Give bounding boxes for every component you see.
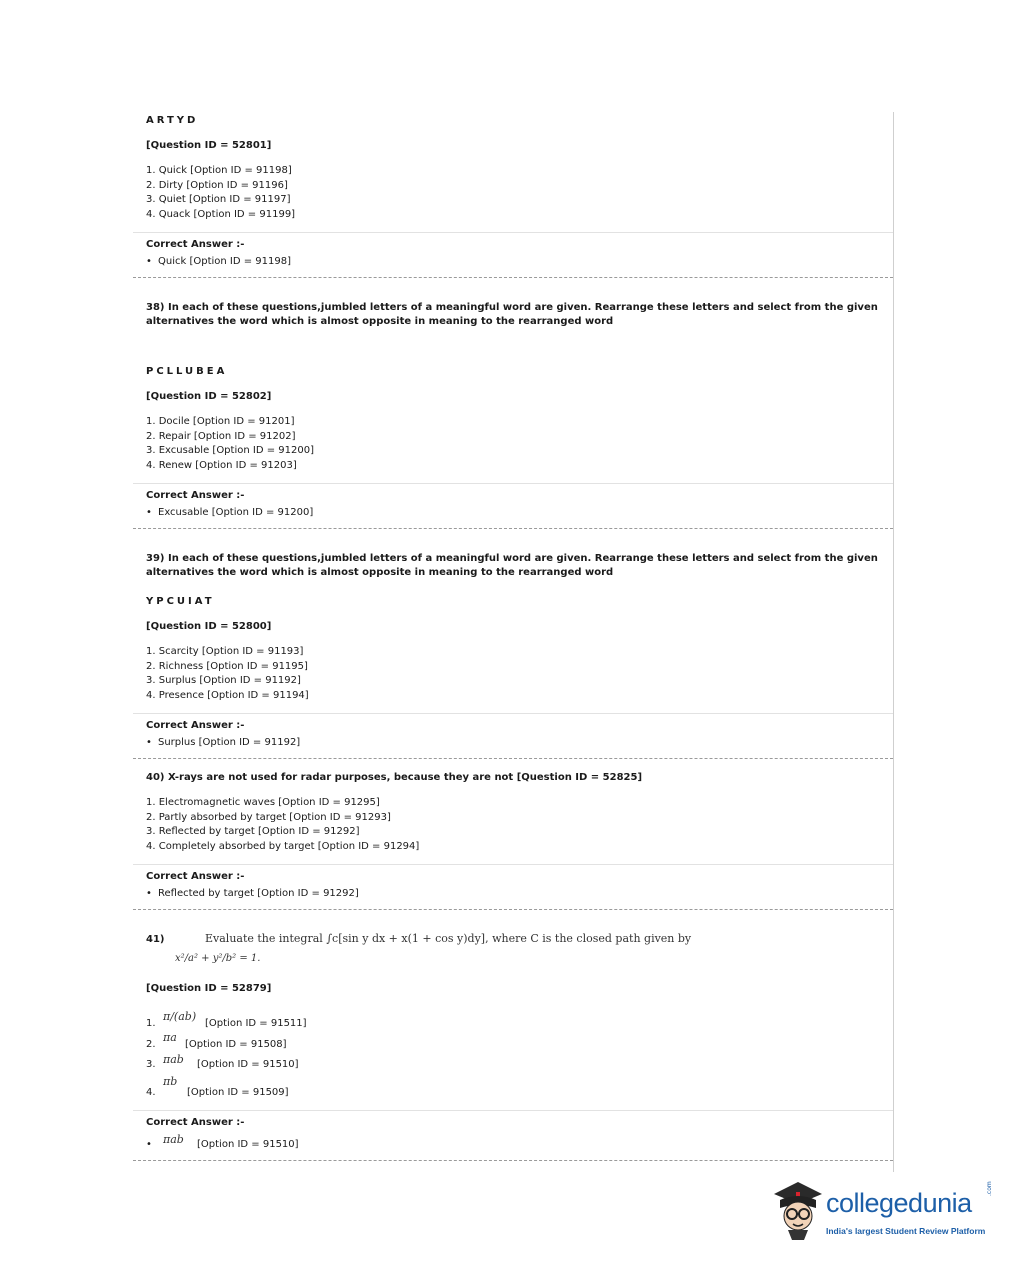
option: 4. Completely absorbed by target [Option ID = 91294] (146, 841, 420, 852)
question-stem: alternatives the word which is almost opposite in meaning to the rearranged word (146, 316, 614, 327)
logo-wordmark: collegedunia (826, 1188, 972, 1218)
option: 4. Renew [Option ID = 91203] (146, 460, 297, 471)
mascot-icon (768, 1178, 828, 1248)
option-text: [Option ID = 91508] (185, 1039, 287, 1050)
option: 1. Quick [Option ID = 91198] (146, 165, 292, 176)
option-text: [Option ID = 91510] (197, 1059, 299, 1070)
option: 4. Presence [Option ID = 91194] (146, 690, 309, 701)
question-separator (133, 909, 893, 910)
correct-answer: • Excusable [Option ID = 91200] (146, 506, 313, 520)
option: 1. Docile [Option ID = 91201] (146, 416, 295, 427)
question-stem: 39) In each of these questions,jumbled letters of a meaningful word are given. Rearrange these letters and select from the given (146, 553, 878, 564)
option: 4. Quack [Option ID = 91199] (146, 209, 296, 220)
correct-answer: [Option ID = 91510] (197, 1139, 299, 1150)
correct-answer-label: Correct Answer :- (146, 1117, 245, 1128)
divider (133, 713, 893, 714)
question-stem: alternatives the word which is almost opposite in meaning to the rearranged word (146, 567, 614, 578)
option: 2. Repair [Option ID = 91202] (146, 431, 296, 442)
question-stem: 40) X-rays are not used for radar purposes, because they are not [Question ID = 52825] (146, 772, 643, 783)
option-text: [Option ID = 91509] (187, 1087, 289, 1098)
divider (133, 232, 893, 233)
divider (133, 483, 893, 484)
option: 2. Dirty [Option ID = 91196] (146, 180, 288, 191)
question-separator (133, 758, 893, 759)
option-number: 1. (146, 1018, 156, 1029)
correct-answer-math: πab (163, 1133, 184, 1146)
ellipse-equation: x²/a² + y²/b² = 1. (175, 953, 261, 964)
option-math: πb (163, 1075, 178, 1088)
option: 3. Quiet [Option ID = 91197] (146, 194, 291, 205)
option: 1. Electromagnetic waves [Option ID = 91295] (146, 797, 380, 808)
question-stem: Evaluate the integral ∫c[sin y dx + x(1 + cos y)dy], where C is the closed path given by (205, 932, 692, 945)
option-text: [Option ID = 91511] (205, 1018, 307, 1029)
question-separator (133, 277, 893, 278)
jumbled-word: YPCUIAT (146, 596, 215, 607)
option: 3. Reflected by target [Option ID = 91292] (146, 826, 360, 837)
question-stem: 38) In each of these questions,jumbled letters of a meaningful word are given. Rearrange these letters and select from the given (146, 302, 878, 313)
exam-page (133, 112, 894, 1172)
divider (133, 1110, 893, 1111)
option: 2. Richness [Option ID = 91195] (146, 661, 308, 672)
option: 1. Scarcity [Option ID = 91193] (146, 646, 304, 657)
correct-answer: • Surplus [Option ID = 91192] (146, 736, 300, 750)
option-number: 3. (146, 1059, 156, 1070)
correct-answer-label: Correct Answer :- (146, 490, 245, 501)
question-id: [Question ID = 52801] (146, 140, 272, 151)
option-math: πab (163, 1053, 184, 1066)
option-number: 4. (146, 1087, 156, 1098)
divider (133, 864, 893, 865)
question-id: [Question ID = 52879] (146, 983, 272, 994)
jumbled-word: ARTYD (146, 115, 199, 126)
option-math: πa (163, 1031, 177, 1044)
option-math: π/(ab) (163, 1010, 197, 1023)
logo-tagline: India's largest Student Review Platform (826, 1226, 986, 1236)
question-separator (133, 1160, 893, 1161)
jumbled-word: PCLLUBEA (146, 366, 228, 377)
question-id: [Question ID = 52800] (146, 621, 272, 632)
collegedunia-logo (768, 1178, 998, 1248)
option-number: 2. (146, 1039, 156, 1050)
option: 3. Surplus [Option ID = 91192] (146, 675, 301, 686)
correct-answer: • Quick [Option ID = 91198] (146, 255, 291, 269)
option: 2. Partly absorbed by target [Option ID = 91293] (146, 812, 391, 823)
correct-answer-label: Correct Answer :- (146, 239, 245, 250)
option: 3. Excusable [Option ID = 91200] (146, 445, 314, 456)
correct-answer-label: Correct Answer :- (146, 871, 245, 882)
logo-suffix: .com (986, 1181, 993, 1196)
correct-answer-label: Correct Answer :- (146, 720, 245, 731)
question-separator (133, 528, 893, 529)
correct-answer: • Reflected by target [Option ID = 91292] (146, 887, 359, 901)
question-number: 41) (146, 934, 165, 945)
question-id: [Question ID = 52802] (146, 391, 272, 402)
